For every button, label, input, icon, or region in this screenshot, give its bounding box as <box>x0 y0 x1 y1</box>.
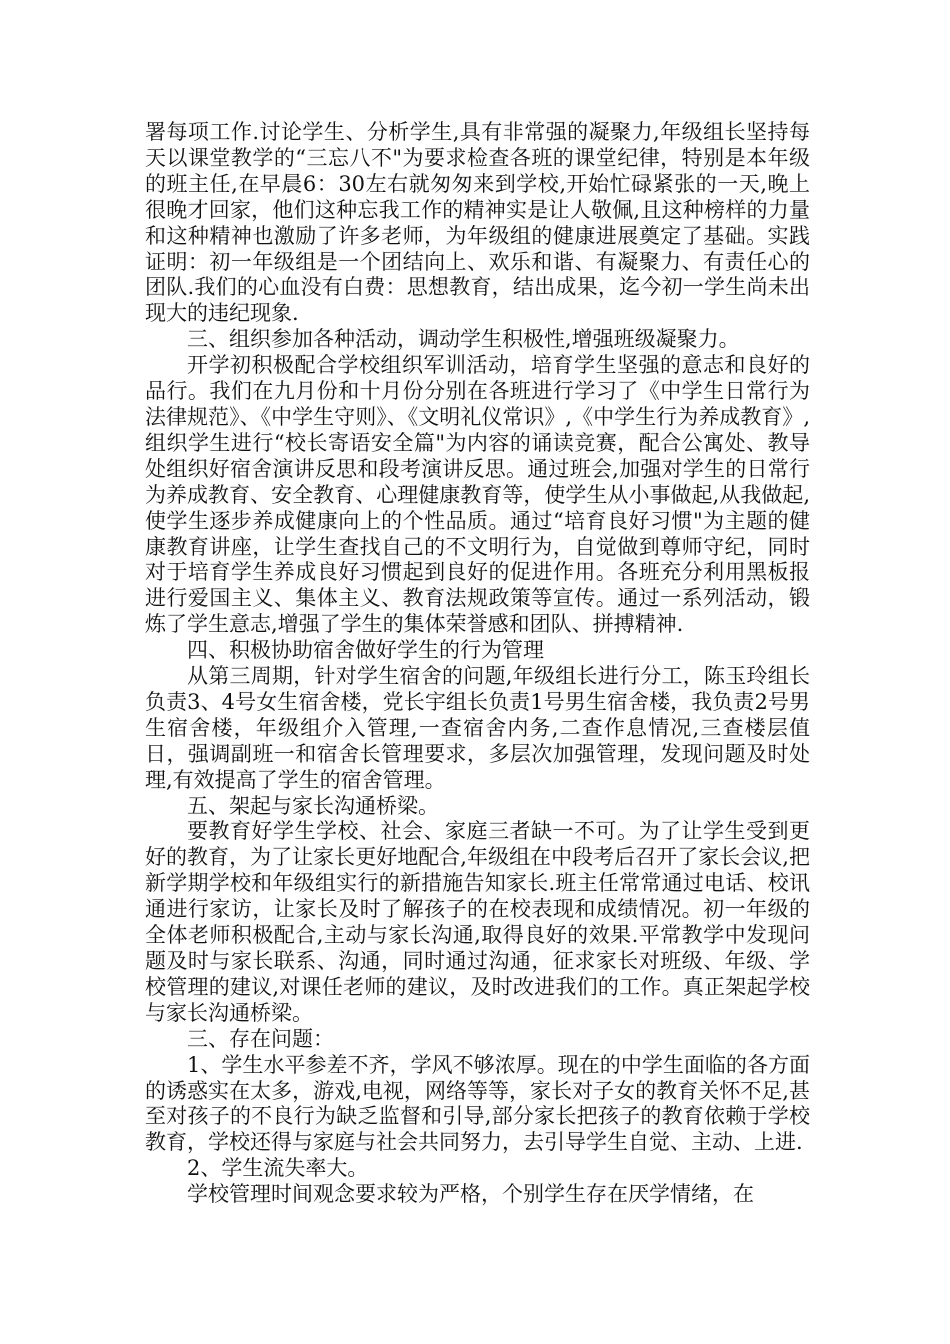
paragraph-1: 署每项工作.讨论学生、分析学生,具有非常强的凝聚力,年级组长坚持每天以课堂教学的“三忘八不"为要求检查各班的课堂纪律，特别是本年级的班主任,在早晨6：30左右就匆匆来到学校,开始忙碌紧张的一天,晚上很晚才回家，他们这种忘我工作的精神实是让人敬佩,且这种榜样的力量和这种精神也激励了许多老师，为年级组的健康进展奠定了基础。实践证明：初一年级组是一个团结向上、欢乐和谐、有凝聚力、有责任心的团队.我们的心血没有白费：思想教育，结出成果，迄今初一学生尚未出现大的违纪现象. <box>145 120 810 326</box>
paragraph-dormitory: 从第三周期，针对学生宿舍的问题,年级组长进行分工，陈玉玲组长负责3、4号女生宿舍楼，党长宇组长负责1号男生宿舍楼，我负责2号男生宿舍楼，年级组介入管理,一查宿舍内务,二查作息情况,三查楼层值日，强调副班一和宿舍长管理要求，多层次加强管理，发现问题及时处理,有效提高了学生的宿舍管理。 <box>145 664 810 792</box>
paragraph-last: 学校管理时间观念要求较为严格，个别学生存在厌学情绪，在 <box>187 1182 754 1207</box>
section-heading-problems: 三、存在问题： <box>187 1026 334 1051</box>
document-page <box>145 120 810 1208</box>
paragraph-parents: 要教育好学生学校、社会、家庭三者缺一不可。为了让学生受到更好的教育，为了让家长更好地配合,年级组在中段考后召开了家长会议,把新学期学校和年级组实行的新措施告知家长.班主任常常通过电话、校讯通进行家访，让家长及时了解孩子的在校表现和成绩情况。初一年级的全体老师积极配合,主动与家长沟通,取得良好的效果.平常教学中发现问题及时与家长联系、沟通，同时通过沟通，征求家长对班级、年级、学校管理的建议,对课任老师的建议，及时改进我们的工作。真正架起学校与家长沟通桥梁。 <box>145 819 810 1025</box>
paragraph-activities: 开学初积极配合学校组织军训活动，培育学生坚强的意志和良好的品行。我们在九月份和十月份分别在各班进行学习了《中学生日常行为法律规范》、《中学生守则》、《文明礼仪常识》,《中学生行为养成教育》,组织学生进行“校长寄语安全篇"为内容的诵读竞赛，配合公寓处、教导处组织好宿舍演讲反思和段考演讲反思。通过班会,加强对学生的日常行为养成教育、安全教育、心理健康教育等，使学生从小事做起,从我做起,使学生逐步养成健康向上的个性品质。通过“培育良好习惯"为主题的健康教育讲座，让学生查找自己的不文明行为，自觉做到尊师守纪，同时对于培育学生养成良好习惯起到良好的促进作用。各班充分利用黑板报进行爱国主义、集体主义、教育法规政策等宣传。通过一系列活动，锻炼了学生意志,增强了学生的集体荣誉感和团队、拼搏精神. <box>145 353 810 637</box>
section-heading-5: 五、架起与家长沟通桥梁。 <box>187 793 439 818</box>
section-heading-4: 四、积极协助宿舍做好学生的行为管理 <box>187 638 544 663</box>
section-heading-3: 三、组织参加各种活动，调动学生积极性,增强班级凝聚力。 <box>187 327 740 352</box>
paragraph-problem-1: 1、学生水平参差不齐，学风不够浓厚。现在的中学生面临的各方面的诱惑实在太多，游戏,电视，网络等等，家长对子女的教育关怀不足,甚至对孩子的不良行为缺乏监督和引导,部分家长把孩子的教育依赖于学校教育，学校还得与家庭与社会共同努力，去引导学生自觉、主动、上进. <box>145 1052 810 1155</box>
paragraph-problem-2: 2、学生流失率大。 <box>187 1156 369 1181</box>
